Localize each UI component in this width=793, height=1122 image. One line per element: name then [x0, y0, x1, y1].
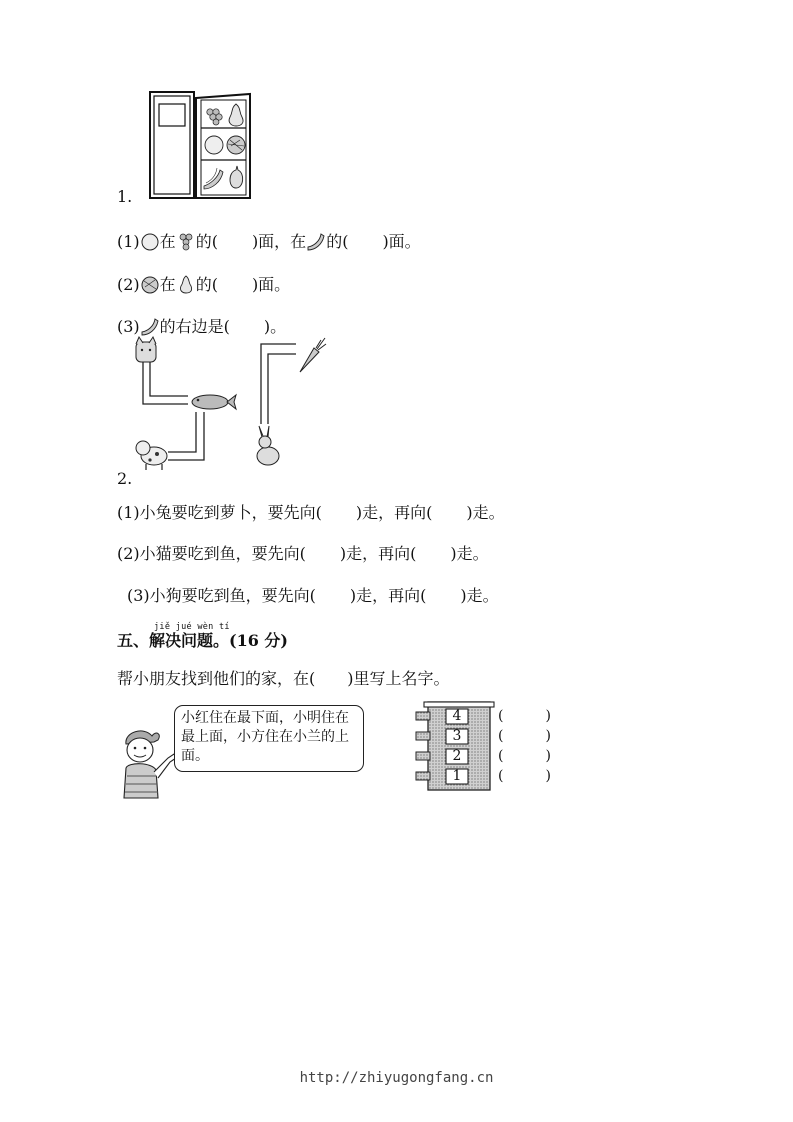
question-2-1: (1)小兔要吃到萝卜，要先向( )走，再向( )走。 — [117, 503, 505, 522]
section-instruction: 帮小朋友找到他们的家，在( )里写上名字。 — [117, 669, 450, 688]
path-maze-figure — [128, 334, 338, 474]
answer-blank-floor-2[interactable]: ( ) — [498, 748, 551, 764]
question-number-2: 2. — [117, 469, 133, 488]
boy-icon — [118, 728, 180, 804]
refrigerator-icon — [146, 88, 258, 202]
footer-url: http://zhiyugongfang.cn — [299, 1070, 494, 1086]
grapes-icon — [176, 231, 196, 251]
apple-icon — [205, 136, 223, 154]
section-heading: 五、解决问题。(16 分) — [117, 631, 288, 650]
floor-label-3: 3 — [452, 728, 462, 744]
watermelon-icon — [140, 274, 160, 294]
floor-label-1: 1 — [452, 768, 462, 784]
rabbit-icon — [257, 426, 279, 465]
carrot-icon — [300, 338, 326, 372]
fish-icon — [192, 395, 236, 409]
question-2-3: (3)小狗要吃到鱼，要先向( )走，再向( )走。 — [127, 586, 499, 605]
floor-label-4: 4 — [452, 708, 462, 724]
cat-icon — [136, 337, 156, 362]
apple-icon — [140, 231, 160, 251]
question-2-2: (2)小猫要吃到鱼，要先向( )走，再向( )走。 — [117, 544, 489, 563]
dog-icon — [136, 441, 167, 470]
speech-bubble: 小红住在最下面，小明住在最上面，小方住在小兰的上面。 — [174, 705, 364, 772]
watermelon-icon — [227, 136, 245, 154]
banana-icon — [306, 231, 326, 251]
question-number-1: 1. — [117, 187, 133, 206]
question-1-3: (3) 的右边是( )。 — [117, 317, 287, 336]
heading-pinyin: jiě jué wèn tí — [154, 622, 230, 632]
answer-blank-floor-4[interactable]: ( ) — [498, 708, 551, 724]
pear-icon — [176, 274, 196, 294]
banana-icon — [140, 316, 160, 336]
floor-label-2: 2 — [452, 748, 462, 764]
answer-blank-floor-1[interactable]: ( ) — [498, 768, 551, 784]
question-1-1: (1) 在 的( )面，在 的( )面。 — [117, 232, 421, 251]
answer-blank-floor-3[interactable]: ( ) — [498, 728, 551, 744]
question-1-2: (2) 在 的( )面。 — [117, 275, 291, 294]
